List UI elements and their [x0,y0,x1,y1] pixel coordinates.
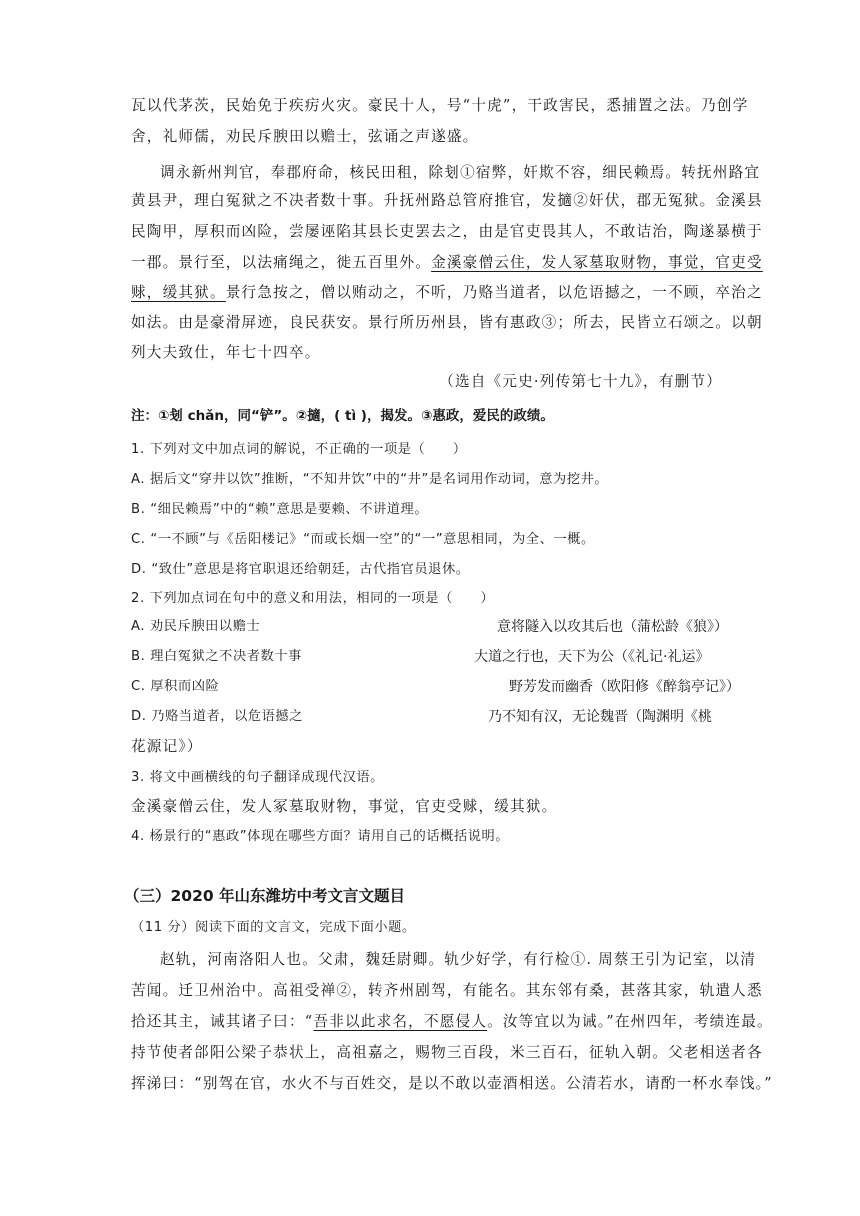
passage-line: 瓦以代茅茨，民始免于疾疠火灾。豪民十人，号“十虎”，干政害民，悉捕置之法。乃创学 [131,97,749,114]
passage-line: 持节使者郃阳公梁子恭状上，高祖嘉之，赐物三百段，米三百石，征轨入朝。父老相送者各 [131,1044,763,1061]
underlined-sentence: 赇，缓其狱。 [131,284,226,301]
question-2-option-a-compare: 意将隧入以攻其后也（蒲松龄《狼》） [497,619,728,635]
question-2-option-b: B. 理白冤狱之不决者数十事 [131,649,302,664]
question-1: 1. 下列对文中加点词的解说，不正确的一项是（ ） [131,442,467,457]
question-2-option-a: A. 劝民斥腴田以赡士 [131,619,261,634]
passage-line: 苦闻。迁卫州治中。高祖受禅②，转齐州剧驾，有能名。其东邻有桑，甚落其家，轨遣人悉 [131,982,763,999]
passage-line: 赵轨，河南洛阳人也。父肃，魏廷尉卿。轨少好学，有行检①. 周蔡王引为记室，以清 [160,951,757,968]
passage-line: 调永新州判官，奉郡府命，核民田租，除刬①宿弊，奸欺不容，细民赖焉。转抚州路宜 [160,164,761,181]
question-3-sentence: 金溪豪僧云住，发人冢墓取财物，事觉，官吏受赇，缓其狱。 [131,798,558,815]
question-2: 2. 下列加点词在句中的意义和用法，相同的一项是（ ） [131,591,495,606]
annotation-note: 注：①刬 chǎn，同“铲”。②擿，( tì )，揭发。③惠政，爱民的政绩。 [131,408,554,424]
passage-line: 列大夫致仕，年七十四卒。 [131,344,321,361]
passage-text: 拾还其主，诫其诸子曰：“ [131,1013,314,1030]
passage-text: 景行急按之，僧以贿动之，不听，乃赂当道者，以危语撼之，一不顾，卒治之 [225,284,763,301]
passage-text: 一郡。景行至，以法痛绳之，徙五百里外。 [131,254,432,271]
question-1-option-d: D. “致仕”意思是将官职退还给朝廷，古代指官员退休。 [131,562,470,577]
underlined-sentence: 吾非以此求名，不愿侵人 [313,1013,488,1030]
question-3: 3. 将文中画横线的句子翻译成现代汉语。 [131,770,384,785]
passage-line: 舍，礼师儒，劝民斥腴田以赡士，弦诵之声遂盛。 [131,128,479,145]
passage-line [131,253,763,273]
question-2-option-c-compare: 野芳发而幽香（欧阳修《醉翁亭记》） [509,679,740,695]
question-2-option-c: C. 厚积而凶险 [131,679,220,694]
passage-text: 。汝等宜以为诫。”在州四年，考绩连最。 [487,1013,773,1030]
passage-line [131,283,763,303]
passage-line: 如法。由是豪滑屏迹，良民获安。景行所历州县，皆有惠政③；所去，民皆立石颂之。以朝 [131,314,763,331]
passage-line: 民陶甲，厚积而凶险，尝屡诬陷其县长吏罢去之，由是官吏畏其人，不敢诘治，陶遂暴横于 [131,223,763,240]
passage-line [131,1012,773,1032]
question-2-option-d: D. 乃赂当道者，以危语撼之 [131,709,303,724]
question-2-option-d-compare: 乃不知有汉，无论魏晋（陶渊明《桃 [488,709,712,725]
question-1-option-b: B. “细民赖焉”中的“赖”意思是要赖、不讲道理。 [131,502,429,517]
question-1-option-c: C. “一不顾”与《岳阳楼记》“而或长烟一空”的“一”意思相同，为全、一概。 [131,532,595,547]
underlined-sentence: 金溪豪僧云住，发人冢墓取财物，事觉，官吏受 [431,254,763,271]
question-4: 4. 杨景行的“惠政”体现在哪些方面？请用自己的话概括说明。 [131,829,510,844]
question-2-option-d-continued: 花源记》） [131,738,203,755]
question-1-option-a: A. 据后文“穿井以饮”推断，“不知井饮”中的“井”是名词用作动词，意为挖井。 [131,472,609,487]
passage-line: 黄县尹，理白冤狱之不决者数十事。升抚州路总管府推官，发擿②奸伏，郡无冤狱。金溪县 [131,192,763,209]
section-intro: （11 分）阅读下面的文言文，完成下面小题。 [131,920,416,935]
passage-line: 挥涕曰：“别驾在官，水火不与百姓交，是以不敢以壶酒相送。公清若水，请酌一杯水奉饯。” [131,1075,773,1092]
section-heading: （三）2020 年山东潍坊中考文言文题目 [124,887,406,905]
source-citation: （选自《元史·列传第七十九》，有删节） [439,373,722,390]
question-2-option-b-compare: 大道之行也，天下为公（《礼记·礼运》 [474,649,710,665]
